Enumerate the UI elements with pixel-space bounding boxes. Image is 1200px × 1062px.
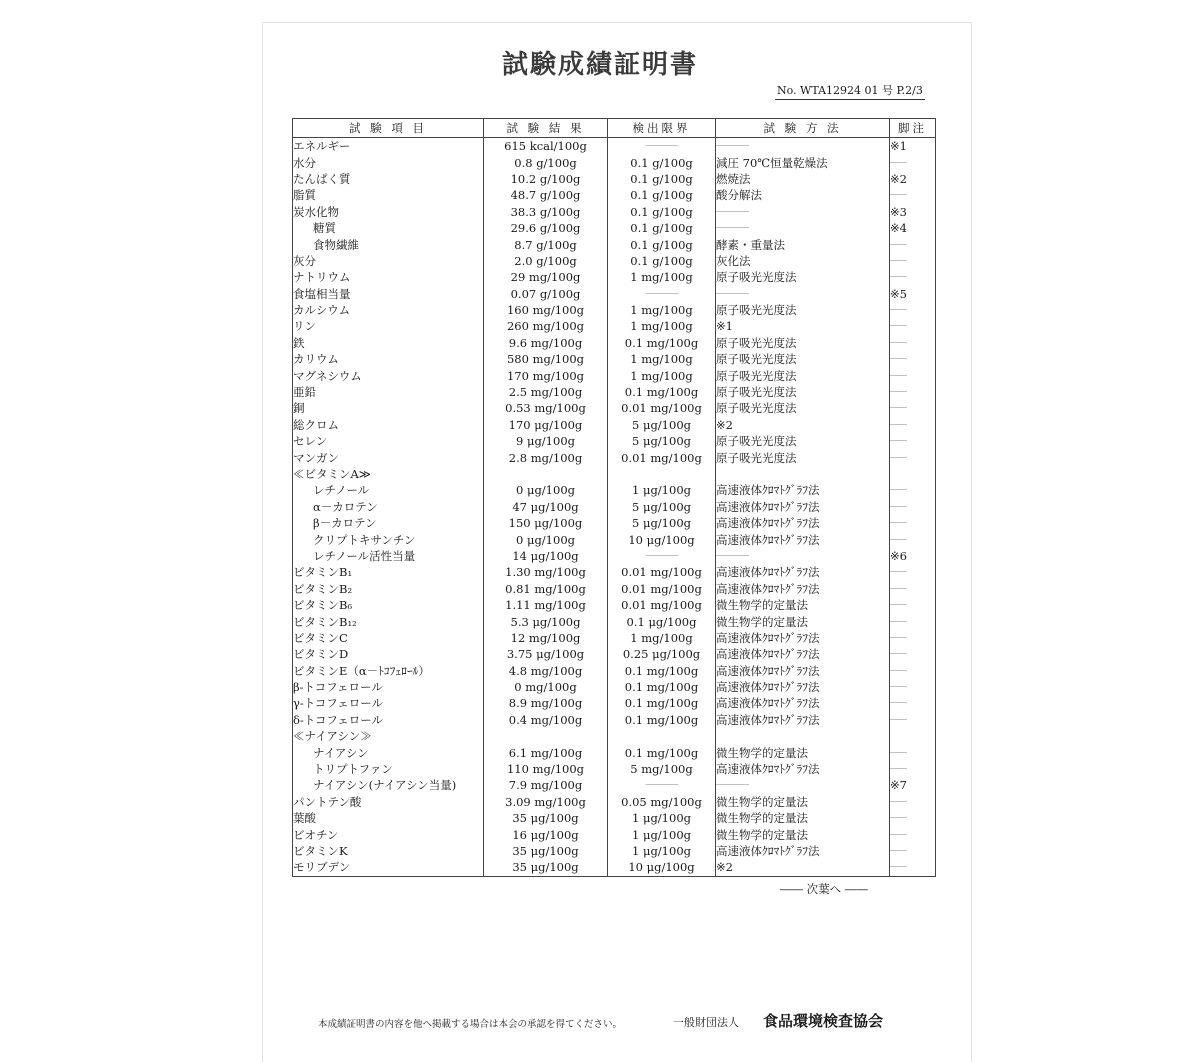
cell-footnote: ―― xyxy=(890,761,936,777)
cell-test-method: 原子吸光光度法 xyxy=(716,302,890,318)
cell-test-method: 高速液体ｸﾛﾏﾄｸﾞﾗﾌ法 xyxy=(716,843,890,859)
cell-test-result: 150 μg/100g xyxy=(484,515,608,531)
cell-test-result: 1.11 mg/100g xyxy=(484,597,608,613)
cell-test-method: 微生物学的定量法 xyxy=(716,810,890,826)
table-row xyxy=(293,236,936,252)
cell-test-result: 3.75 μg/100g xyxy=(484,646,608,662)
cell-test-item: γ-トコフェロール xyxy=(293,695,484,711)
table-row xyxy=(293,761,936,777)
table-row xyxy=(293,712,936,728)
cell-footnote: ※4 xyxy=(890,220,936,236)
cell-footnote: ―― xyxy=(890,744,936,760)
cell-test-method: 高速液体ｸﾛﾏﾄｸﾞﾗﾌ法 xyxy=(716,712,890,728)
cell-detection-limit: 0.01 mg/100g xyxy=(608,597,716,613)
cell-test-result: 9 μg/100g xyxy=(484,433,608,449)
cell-detection-limit: 0.01 mg/100g xyxy=(608,564,716,580)
cell-test-result: 3.09 mg/100g xyxy=(484,794,608,810)
cell-test-method: ―――― xyxy=(716,204,890,220)
cell-test-item: モリブデン xyxy=(293,859,484,876)
cell-footnote: ―― xyxy=(890,613,936,629)
cell-test-item: 灰分 xyxy=(293,253,484,269)
cell-test-item: カルシウム xyxy=(293,302,484,318)
cell-footnote: ―― xyxy=(890,630,936,646)
cell-footnote: ―― xyxy=(890,663,936,679)
cell-detection-limit xyxy=(608,466,716,482)
cell-detection-limit: 0.1 g/100g xyxy=(608,187,716,203)
table-row xyxy=(293,581,936,597)
cell-test-item: 糖質 xyxy=(293,220,484,236)
cell-test-result: 9.6 mg/100g xyxy=(484,335,608,351)
cell-footnote: ―― xyxy=(890,679,936,695)
cell-test-method: ※2 xyxy=(716,417,890,433)
cell-test-item: ビタミンB₁₂ xyxy=(293,613,484,629)
cell-footnote: ―― xyxy=(890,597,936,613)
table-row xyxy=(293,531,936,547)
cell-test-result: 580 mg/100g xyxy=(484,351,608,367)
cell-detection-limit: 0.1 mg/100g xyxy=(608,335,716,351)
table-row xyxy=(293,400,936,416)
cell-detection-limit: 0.1 mg/100g xyxy=(608,695,716,711)
cell-detection-limit: 5 mg/100g xyxy=(608,761,716,777)
header-test-item: 試 験 項 目 xyxy=(293,119,484,138)
cell-test-method: 微生物学的定量法 xyxy=(716,826,890,842)
cell-footnote: ―― xyxy=(890,499,936,515)
table-row xyxy=(293,695,936,711)
cell-test-method: 高速液体ｸﾛﾏﾄｸﾞﾗﾌ法 xyxy=(716,531,890,547)
cell-test-result: 2.8 mg/100g xyxy=(484,449,608,465)
cell-test-method: 原子吸光光度法 xyxy=(716,335,890,351)
cell-footnote: ―― xyxy=(890,318,936,334)
cell-test-method: 灰化法 xyxy=(716,253,890,269)
cell-test-method: 原子吸光光度法 xyxy=(716,433,890,449)
cell-footnote: ※5 xyxy=(890,286,936,302)
table-row xyxy=(293,220,936,236)
cell-test-result: 0.07 g/100g xyxy=(484,286,608,302)
document-number: No. WTA12924 01 号 P.2/3 xyxy=(775,82,925,100)
table-header-row xyxy=(293,119,936,138)
cell-test-result: 2.0 g/100g xyxy=(484,253,608,269)
cell-test-result: 2.5 mg/100g xyxy=(484,384,608,400)
cell-test-item: レチノール活性当量 xyxy=(293,548,484,564)
cell-test-result: 615 kcal/100g xyxy=(484,138,608,155)
cell-test-item: 葉酸 xyxy=(293,810,484,826)
cell-test-item: たんぱく質 xyxy=(293,171,484,187)
cell-detection-limit: ―――― xyxy=(608,138,716,155)
table-row xyxy=(293,384,936,400)
cell-footnote: ―― xyxy=(890,810,936,826)
table-row xyxy=(293,269,936,285)
cell-test-method: 微生物学的定量法 xyxy=(716,794,890,810)
cell-test-item: ビタミンE（α－ﾄｺﾌｪﾛｰﾙ） xyxy=(293,663,484,679)
cell-test-method: 原子吸光光度法 xyxy=(716,269,890,285)
table-row xyxy=(293,187,936,203)
cell-footnote: ※6 xyxy=(890,548,936,564)
table-row xyxy=(293,499,936,515)
cell-detection-limit: 0.1 μg/100g xyxy=(608,613,716,629)
table-row xyxy=(293,154,936,170)
cell-detection-limit: 0.1 g/100g xyxy=(608,204,716,220)
cell-detection-limit: 0.25 μg/100g xyxy=(608,646,716,662)
cell-test-result: 0.4 mg/100g xyxy=(484,712,608,728)
cell-footnote: ―― xyxy=(890,794,936,810)
cell-test-method: 高速液体ｸﾛﾏﾄｸﾞﾗﾌ法 xyxy=(716,564,890,580)
cell-footnote: ※7 xyxy=(890,777,936,793)
cell-footnote: ―― xyxy=(890,253,936,269)
page-title: 試験成績証明書 xyxy=(501,50,698,80)
cell-test-item: ナイアシン xyxy=(293,744,484,760)
cell-footnote: ―― xyxy=(890,187,936,203)
cell-detection-limit: ―――― xyxy=(608,548,716,564)
cell-footnote: ―― xyxy=(890,581,936,597)
cell-detection-limit: 0.01 mg/100g xyxy=(608,400,716,416)
cell-test-method xyxy=(716,728,890,744)
cell-footnote: ―― xyxy=(890,695,936,711)
cell-footnote: ―― xyxy=(890,351,936,367)
table-row xyxy=(293,777,936,793)
cell-test-result: 29 mg/100g xyxy=(484,269,608,285)
cell-footnote: ※2 xyxy=(890,171,936,187)
cell-test-item: ビタミンC xyxy=(293,630,484,646)
cell-test-item: α－カロテン xyxy=(293,499,484,515)
table-row xyxy=(293,597,936,613)
cell-detection-limit: 10 μg/100g xyxy=(608,531,716,547)
table-row xyxy=(293,630,936,646)
cell-test-result xyxy=(484,728,608,744)
cell-detection-limit: ―――― xyxy=(608,286,716,302)
cell-test-item: 脂質 xyxy=(293,187,484,203)
cell-test-method xyxy=(716,466,890,482)
cell-test-result: 7.9 mg/100g xyxy=(484,777,608,793)
cell-test-result xyxy=(484,466,608,482)
cell-test-item: ビタミンB₁ xyxy=(293,564,484,580)
table-row xyxy=(293,367,936,383)
cell-test-item: 食物繊維 xyxy=(293,236,484,252)
cell-test-result: 16 μg/100g xyxy=(484,826,608,842)
cell-detection-limit: 1 mg/100g xyxy=(608,630,716,646)
cell-test-method: ※1 xyxy=(716,318,890,334)
cell-test-method: 高速液体ｸﾛﾏﾄｸﾞﾗﾌ法 xyxy=(716,761,890,777)
table-row xyxy=(293,564,936,580)
cell-test-item: ≪ビタミンA≫ xyxy=(293,466,484,482)
cell-test-method: 高速液体ｸﾛﾏﾄｸﾞﾗﾌ法 xyxy=(716,695,890,711)
cell-test-result: 170 μg/100g xyxy=(484,417,608,433)
cell-footnote: ※1 xyxy=(890,138,936,155)
cell-footnote: ―― xyxy=(890,712,936,728)
cell-test-item: レチノール xyxy=(293,482,484,498)
cell-test-result: 8.9 mg/100g xyxy=(484,695,608,711)
cell-test-item: δ-トコフェロール xyxy=(293,712,484,728)
cell-footnote: ―― xyxy=(890,384,936,400)
table-row xyxy=(293,679,936,695)
cell-test-item: セレン xyxy=(293,433,484,449)
cell-footnote: ―― xyxy=(890,433,936,449)
header-test-method: 試 験 方 法 xyxy=(716,119,890,138)
cell-test-method: ―――― xyxy=(716,138,890,155)
cell-test-item: β－カロテン xyxy=(293,515,484,531)
cell-detection-limit: 1 μg/100g xyxy=(608,826,716,842)
cell-footnote: ―― xyxy=(890,367,936,383)
cell-detection-limit: 10 μg/100g xyxy=(608,859,716,876)
cell-test-item: カリウム xyxy=(293,351,484,367)
cell-test-method: 高速液体ｸﾛﾏﾄｸﾞﾗﾌ法 xyxy=(716,663,890,679)
table-row xyxy=(293,302,936,318)
cell-test-result: 35 μg/100g xyxy=(484,843,608,859)
table-row xyxy=(293,286,936,302)
cell-detection-limit: 0.1 mg/100g xyxy=(608,679,716,695)
results-table xyxy=(292,118,936,877)
cell-test-result: 1.30 mg/100g xyxy=(484,564,608,580)
cell-test-result: 10.2 g/100g xyxy=(484,171,608,187)
cell-test-item: トリプトファン xyxy=(293,761,484,777)
cell-footnote: ―― xyxy=(890,646,936,662)
cell-test-method: 原子吸光光度法 xyxy=(716,400,890,416)
cell-test-method: 原子吸光光度法 xyxy=(716,367,890,383)
cell-footnote: ―― xyxy=(890,843,936,859)
cell-detection-limit: 0.1 mg/100g xyxy=(608,712,716,728)
cell-footnote: ―― xyxy=(890,826,936,842)
cell-detection-limit: 0.01 mg/100g xyxy=(608,581,716,597)
table-row xyxy=(293,351,936,367)
cell-test-method: ※2 xyxy=(716,859,890,876)
cell-footnote xyxy=(890,728,936,744)
cell-detection-limit: ―――― xyxy=(608,777,716,793)
cell-footnote xyxy=(890,466,936,482)
cell-detection-limit: 1 mg/100g xyxy=(608,318,716,334)
cell-test-result: 29.6 g/100g xyxy=(484,220,608,236)
cell-test-method: 高速液体ｸﾛﾏﾄｸﾞﾗﾌ法 xyxy=(716,581,890,597)
cell-test-item: ビタミンK xyxy=(293,843,484,859)
cell-test-item: ビオチン xyxy=(293,826,484,842)
next-page-marker: ―― 次葉へ ―― xyxy=(780,882,868,896)
org-name: 食品環境検査協会 xyxy=(763,1012,884,1030)
cell-test-result: 0.8 g/100g xyxy=(484,154,608,170)
cell-footnote: ―― xyxy=(890,482,936,498)
cell-test-method: 燃焼法 xyxy=(716,171,890,187)
cell-test-method: 微生物学的定量法 xyxy=(716,613,890,629)
cell-test-method: 酵素・重量法 xyxy=(716,236,890,252)
table-row xyxy=(293,335,936,351)
cell-test-item: ≪ナイアシン≫ xyxy=(293,728,484,744)
cell-test-result: 170 mg/100g xyxy=(484,367,608,383)
cell-test-item: エネルギー xyxy=(293,138,484,155)
cell-test-result: 0 mg/100g xyxy=(484,679,608,695)
cell-detection-limit: 0.1 mg/100g xyxy=(608,663,716,679)
cell-test-result: 0.53 mg/100g xyxy=(484,400,608,416)
cell-test-method: 高速液体ｸﾛﾏﾄｸﾞﾗﾌ法 xyxy=(716,499,890,515)
cell-footnote: ―― xyxy=(890,335,936,351)
cell-test-method: 高速液体ｸﾛﾏﾄｸﾞﾗﾌ法 xyxy=(716,679,890,695)
cell-test-result: 8.7 g/100g xyxy=(484,236,608,252)
cell-detection-limit: 1 mg/100g xyxy=(608,269,716,285)
cell-test-method: ―――― xyxy=(716,220,890,236)
cell-test-result: 260 mg/100g xyxy=(484,318,608,334)
cell-test-item: パントテン酸 xyxy=(293,794,484,810)
cell-footnote: ―― xyxy=(890,449,936,465)
cell-detection-limit: 5 μg/100g xyxy=(608,499,716,515)
table-row xyxy=(293,843,936,859)
cell-test-method: ―――― xyxy=(716,777,890,793)
cell-footnote: ―― xyxy=(890,515,936,531)
cell-test-method: 高速液体ｸﾛﾏﾄｸﾞﾗﾌ法 xyxy=(716,646,890,662)
cell-test-result: 35 μg/100g xyxy=(484,810,608,826)
table-row xyxy=(293,515,936,531)
cell-footnote: ―― xyxy=(890,417,936,433)
cell-test-result: 4.8 mg/100g xyxy=(484,663,608,679)
cell-test-method: 高速液体ｸﾛﾏﾄｸﾞﾗﾌ法 xyxy=(716,482,890,498)
cell-footnote: ―― xyxy=(890,269,936,285)
cell-test-item: ビタミンD xyxy=(293,646,484,662)
cell-test-item: リン xyxy=(293,318,484,334)
table-body xyxy=(293,138,936,877)
cell-test-result: 6.1 mg/100g xyxy=(484,744,608,760)
table-row xyxy=(293,204,936,220)
header-detection-limit: 検出限界 xyxy=(608,119,716,138)
cell-detection-limit: 5 μg/100g xyxy=(608,417,716,433)
cell-detection-limit: 0.1 g/100g xyxy=(608,171,716,187)
table-row xyxy=(293,171,936,187)
table-row xyxy=(293,482,936,498)
cell-detection-limit: 1 mg/100g xyxy=(608,367,716,383)
cell-detection-limit: 0.01 mg/100g xyxy=(608,449,716,465)
cell-test-item: β-トコフェロール xyxy=(293,679,484,695)
cell-test-item: ビタミンB₂ xyxy=(293,581,484,597)
cell-footnote: ―― xyxy=(890,302,936,318)
cell-test-method: ―――― xyxy=(716,286,890,302)
cell-test-method: 原子吸光光度法 xyxy=(716,384,890,400)
cell-test-method: 微生物学的定量法 xyxy=(716,597,890,613)
cell-detection-limit: 5 μg/100g xyxy=(608,515,716,531)
cell-test-item: マンガン xyxy=(293,449,484,465)
cell-detection-limit: 1 mg/100g xyxy=(608,302,716,318)
cell-test-item: 亜鉛 xyxy=(293,384,484,400)
cell-test-method: ―――― xyxy=(716,548,890,564)
cell-test-result: 35 μg/100g xyxy=(484,859,608,876)
cell-detection-limit xyxy=(608,728,716,744)
cell-footnote: ※3 xyxy=(890,204,936,220)
table-row xyxy=(293,318,936,334)
cell-test-item: 水分 xyxy=(293,154,484,170)
cell-detection-limit: 0.1 mg/100g xyxy=(608,744,716,760)
cell-test-result: 47 μg/100g xyxy=(484,499,608,515)
cell-detection-limit: 0.05 mg/100g xyxy=(608,794,716,810)
cell-footnote: ―― xyxy=(890,236,936,252)
cell-test-result: 110 mg/100g xyxy=(484,761,608,777)
table-row xyxy=(293,253,936,269)
org-prefix: 一般財団法人 xyxy=(673,1016,739,1029)
table-row xyxy=(293,613,936,629)
cell-detection-limit: 0.1 g/100g xyxy=(608,154,716,170)
cell-test-method: 高速液体ｸﾛﾏﾄｸﾞﾗﾌ法 xyxy=(716,630,890,646)
cell-test-item: 炭水化物 xyxy=(293,204,484,220)
cell-test-result: 12 mg/100g xyxy=(484,630,608,646)
table-row xyxy=(293,859,936,876)
cell-detection-limit: 5 μg/100g xyxy=(608,433,716,449)
cell-test-method: 酸分解法 xyxy=(716,187,890,203)
table-row xyxy=(293,794,936,810)
cell-footnote: ―― xyxy=(890,531,936,547)
cell-test-item: ナイアシン(ナイアシン当量) xyxy=(293,777,484,793)
cell-test-result: 0 μg/100g xyxy=(484,531,608,547)
cell-detection-limit: 1 mg/100g xyxy=(608,351,716,367)
cell-detection-limit: 1 μg/100g xyxy=(608,843,716,859)
header-footnote: 脚注 xyxy=(890,119,936,138)
cell-test-method: 原子吸光光度法 xyxy=(716,449,890,465)
cell-test-item: 食塩相当量 xyxy=(293,286,484,302)
footer-notice: 本成績証明書の内容を他へ掲載する場合は本会の承認を得てください。 xyxy=(318,1019,623,1030)
cell-test-result: 160 mg/100g xyxy=(484,302,608,318)
cell-detection-limit: 0.1 mg/100g xyxy=(608,384,716,400)
cell-footnote: ―― xyxy=(890,400,936,416)
table-row xyxy=(293,466,936,482)
cell-test-result: 38.3 g/100g xyxy=(484,204,608,220)
cell-test-method: 減圧 70℃恒量乾燥法 xyxy=(716,154,890,170)
table-row xyxy=(293,728,936,744)
cell-test-item: 総クロム xyxy=(293,417,484,433)
cell-test-result: 48.7 g/100g xyxy=(484,187,608,203)
cell-test-method: 高速液体ｸﾛﾏﾄｸﾞﾗﾌ法 xyxy=(716,515,890,531)
cell-test-result: 0.81 mg/100g xyxy=(484,581,608,597)
table-row xyxy=(293,744,936,760)
table-row xyxy=(293,826,936,842)
table-row xyxy=(293,449,936,465)
cell-test-method: 微生物学的定量法 xyxy=(716,744,890,760)
table-row xyxy=(293,646,936,662)
cell-footnote: ―― xyxy=(890,564,936,580)
cell-test-result: 0 μg/100g xyxy=(484,482,608,498)
cell-detection-limit: 0.1 g/100g xyxy=(608,220,716,236)
table-row xyxy=(293,810,936,826)
cell-test-item: マグネシウム xyxy=(293,367,484,383)
cell-test-result: 14 μg/100g xyxy=(484,548,608,564)
cell-detection-limit: 1 μg/100g xyxy=(608,810,716,826)
cell-detection-limit: 0.1 g/100g xyxy=(608,236,716,252)
cell-detection-limit: 0.1 g/100g xyxy=(608,253,716,269)
cell-test-item: 鉄 xyxy=(293,335,484,351)
cell-test-result: 5.3 μg/100g xyxy=(484,613,608,629)
cell-test-item: 銅 xyxy=(293,400,484,416)
header-test-result: 試 験 結 果 xyxy=(484,119,608,138)
cell-test-item: ビタミンB₆ xyxy=(293,597,484,613)
table-row xyxy=(293,548,936,564)
cell-test-item: ナトリウム xyxy=(293,269,484,285)
cell-test-item: クリプトキサンチン xyxy=(293,531,484,547)
cell-detection-limit: 1 μg/100g xyxy=(608,482,716,498)
cell-footnote: ―― xyxy=(890,859,936,876)
table-row xyxy=(293,663,936,679)
cell-test-method: 原子吸光光度法 xyxy=(716,351,890,367)
table-row xyxy=(293,138,936,155)
table-row xyxy=(293,417,936,433)
cell-footnote: ―― xyxy=(890,154,936,170)
table-row xyxy=(293,433,936,449)
